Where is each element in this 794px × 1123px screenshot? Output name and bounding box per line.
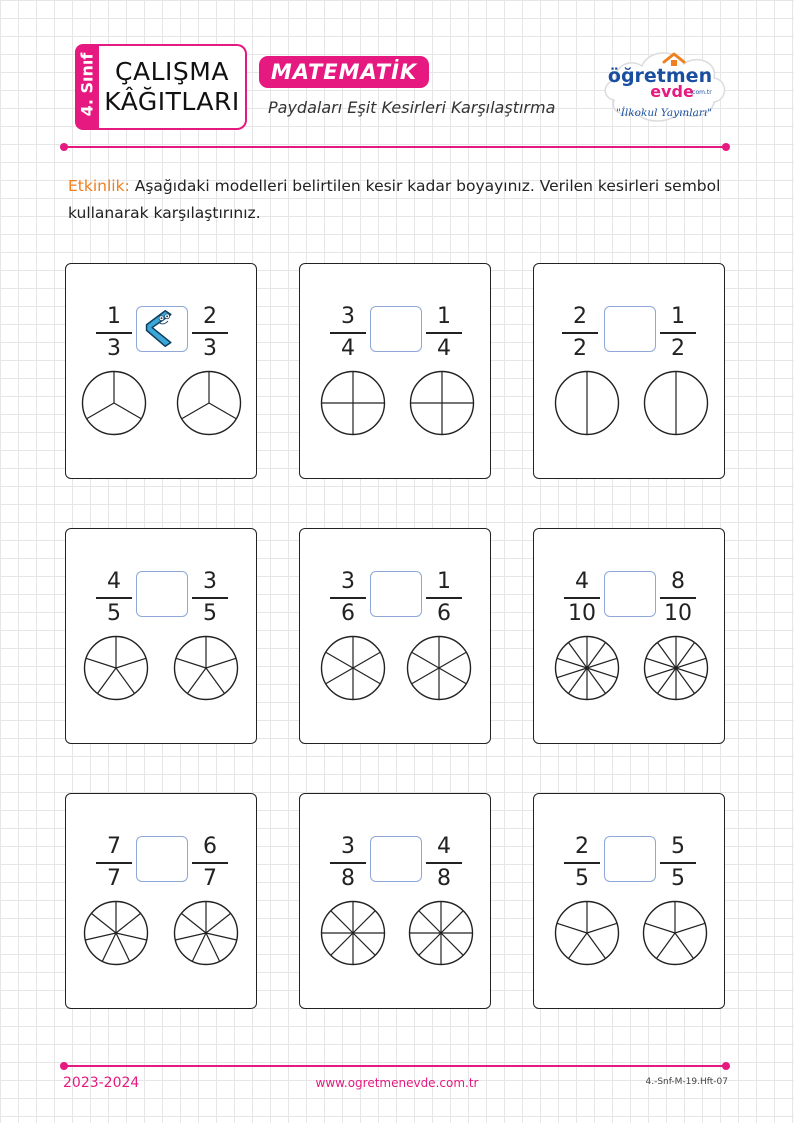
fraction-bar xyxy=(564,862,600,864)
denominator: 7 xyxy=(203,865,217,891)
title-line-1: ÇALIŞMA xyxy=(115,57,229,86)
fraction-circle-right[interactable] xyxy=(173,635,239,701)
title-line-2: KÂĞITLARI xyxy=(104,87,240,116)
fraction-circle-right[interactable] xyxy=(643,370,709,436)
left-fraction xyxy=(330,834,366,892)
denominator: 5 xyxy=(671,865,685,891)
fraction-bar xyxy=(660,862,696,864)
fraction-card-1 xyxy=(65,263,257,479)
instruction xyxy=(68,173,728,227)
denominator: 6 xyxy=(437,600,451,626)
fraction-bar xyxy=(330,332,366,334)
denominator: 3 xyxy=(203,335,217,361)
left-fraction xyxy=(330,569,366,627)
comparison-symbol-box[interactable] xyxy=(604,571,656,617)
fraction-card-9 xyxy=(533,793,725,1009)
denominator: 5 xyxy=(575,865,589,891)
comparison-symbol-box[interactable] xyxy=(370,836,422,882)
denominator: 2 xyxy=(671,335,685,361)
fraction-card-2 xyxy=(299,263,491,479)
less-than-character-icon xyxy=(137,307,186,350)
fraction-bar xyxy=(192,862,228,864)
numerator: 1 xyxy=(437,569,451,594)
numerator: 3 xyxy=(203,569,217,594)
grade-tab xyxy=(75,44,99,130)
fraction-bar xyxy=(660,332,696,334)
fraction-card-5 xyxy=(299,528,491,744)
fraction-circle-left[interactable] xyxy=(81,370,147,436)
fraction-card-6 xyxy=(533,528,725,744)
fraction-circle-right[interactable] xyxy=(173,900,239,966)
fraction-card-4 xyxy=(65,528,257,744)
fraction-bar xyxy=(96,597,132,599)
publisher-logo xyxy=(600,42,730,132)
grade-label: 4. Sınıf xyxy=(77,52,97,117)
fraction-bar xyxy=(660,597,696,599)
topic-title: Paydaları Eşit Kesirleri Karşılaştırma xyxy=(268,98,556,117)
numerator: 8 xyxy=(671,569,685,594)
fraction-circle-right[interactable] xyxy=(409,370,475,436)
fraction-bar xyxy=(564,597,600,599)
comparison-symbol-box[interactable] xyxy=(136,571,188,617)
numerator: 3 xyxy=(341,834,355,859)
comparison-symbol-box[interactable] xyxy=(370,571,422,617)
right-fraction xyxy=(192,834,228,892)
denominator: 2 xyxy=(573,335,587,361)
instruction-text: Aşağıdaki modelleri belirtilen kesir kadar boyayınız. Verilen kesirleri sembol kullanarak karşılaştırınız. xyxy=(68,177,721,222)
numerator: 1 xyxy=(671,304,685,329)
logo-text-ogretmen: öğretmen xyxy=(607,65,713,87)
logo-text-evde: evde xyxy=(650,82,694,101)
fraction-circle-left[interactable] xyxy=(83,635,149,701)
fraction-circle-left[interactable] xyxy=(320,635,386,701)
numerator: 4 xyxy=(437,834,451,859)
denominator: 8 xyxy=(341,865,355,891)
worksheet-title xyxy=(99,44,247,130)
right-fraction xyxy=(192,569,228,627)
fraction-bar xyxy=(426,862,462,864)
fraction-bar xyxy=(562,332,598,334)
fraction-bar xyxy=(330,862,366,864)
logo-text-domain: .com.tr xyxy=(690,89,712,96)
numerator: 3 xyxy=(341,304,355,329)
left-fraction xyxy=(330,304,366,362)
fraction-bar xyxy=(192,332,228,334)
comparison-symbol-box[interactable] xyxy=(604,836,656,882)
left-fraction xyxy=(564,834,600,892)
fraction-bar xyxy=(426,332,462,334)
website-link[interactable]: www.ogretmenevde.com.tr xyxy=(315,1076,479,1090)
denominator: 4 xyxy=(341,335,355,361)
fraction-bar xyxy=(192,597,228,599)
right-fraction xyxy=(426,569,462,627)
numerator: 4 xyxy=(575,569,589,594)
left-fraction xyxy=(96,304,132,362)
numerator: 6 xyxy=(203,834,217,859)
numerator: 2 xyxy=(575,834,589,859)
fraction-circle-left[interactable] xyxy=(83,900,149,966)
left-fraction xyxy=(562,304,598,362)
denominator: 6 xyxy=(341,600,355,626)
fraction-bar xyxy=(96,332,132,334)
fraction-circle-left[interactable] xyxy=(554,370,620,436)
denominator: 3 xyxy=(107,335,121,361)
fraction-card-3 xyxy=(533,263,725,479)
fraction-circle-right[interactable] xyxy=(176,370,242,436)
logo-text-ilkokul: "İlkokul Yayınları" xyxy=(615,107,713,119)
right-fraction xyxy=(426,304,462,362)
right-fraction xyxy=(660,569,696,627)
right-fraction xyxy=(192,304,228,362)
subject-badge: MATEMATİK xyxy=(259,56,429,88)
comparison-symbol-box[interactable] xyxy=(370,306,422,352)
instruction-label: Etkinlik: xyxy=(68,177,130,195)
fraction-bar xyxy=(426,597,462,599)
denominator: 5 xyxy=(203,600,217,626)
fraction-circle-left[interactable] xyxy=(320,900,386,966)
denominator: 8 xyxy=(437,865,451,891)
numerator: 1 xyxy=(107,304,121,329)
fraction-circle-left[interactable] xyxy=(554,635,620,701)
right-fraction xyxy=(660,304,696,362)
comparison-symbol-box[interactable] xyxy=(136,836,188,882)
right-fraction xyxy=(660,834,696,892)
denominator: 7 xyxy=(107,865,121,891)
numerator: 2 xyxy=(203,304,217,329)
left-fraction xyxy=(564,569,600,627)
footer-divider xyxy=(64,1065,726,1067)
left-fraction xyxy=(96,569,132,627)
numerator: 4 xyxy=(107,569,121,594)
fraction-card-7 xyxy=(65,793,257,1009)
numerator: 2 xyxy=(573,304,587,329)
numerator: 7 xyxy=(107,834,121,859)
fraction-bar xyxy=(96,862,132,864)
denominator: 10 xyxy=(568,600,596,626)
denominator: 5 xyxy=(107,600,121,626)
fraction-circle-right[interactable] xyxy=(642,900,708,966)
header-divider xyxy=(64,146,726,148)
worksheet-code: 4.-Snf-M-19.Hft-07 xyxy=(645,1077,728,1087)
fraction-circle-left[interactable] xyxy=(320,370,386,436)
fraction-circle-right[interactable] xyxy=(406,635,472,701)
numerator: 5 xyxy=(671,834,685,859)
denominator: 4 xyxy=(437,335,451,361)
fraction-circle-left[interactable] xyxy=(554,900,620,966)
right-fraction xyxy=(426,834,462,892)
comparison-symbol-box[interactable] xyxy=(604,306,656,352)
comparison-symbol-box[interactable] xyxy=(136,306,188,352)
fraction-card-8 xyxy=(299,793,491,1009)
fraction-circle-right[interactable] xyxy=(643,635,709,701)
school-year: 2023-2024 xyxy=(63,1075,140,1091)
denominator: 10 xyxy=(664,600,692,626)
numerator: 1 xyxy=(437,304,451,329)
fraction-circle-right[interactable] xyxy=(408,900,474,966)
left-fraction xyxy=(96,834,132,892)
fraction-bar xyxy=(330,597,366,599)
numerator: 3 xyxy=(341,569,355,594)
